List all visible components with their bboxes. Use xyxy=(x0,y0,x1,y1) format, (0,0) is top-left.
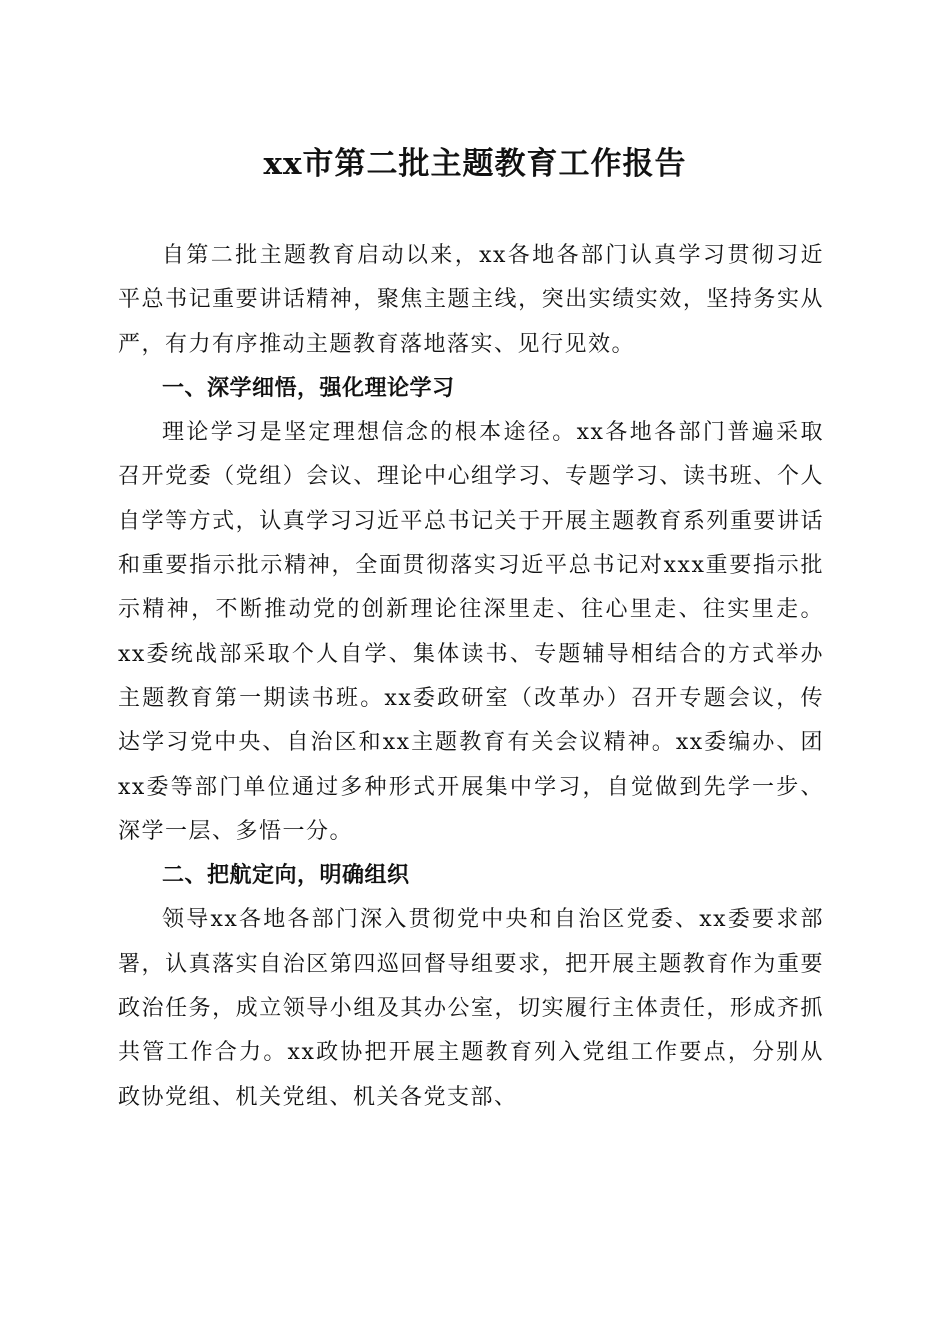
document-body xyxy=(118,234,824,1120)
section-paragraph-1: 理论学习是坚定理想信念的根本途径。xx各地各部门普遍采取召开党委（党组）会议、理论中心组学习、专题学习、读书班、个人自学等方式，认真学习习近平总书记关于开展主题教育系列重要讲话和重要指示批示精神，全面贯彻落实习近平总书记对xxx重要指示批示精神，不断推动党的创新理论往深里走、往心里走、往实里走。xx委统战部采取个人自学、集体读书、专题辅导相结合的方式举办主题教育第一期读书班。xx委政研室（改革办）召开专题会议，传达学习党中央、自治区和xx主题教育有关会议精神。xx委编办、团xx委等部门单位通过多种形式开展集中学习，自觉做到先学一步、深学一层、多悟一分。 xyxy=(118,420,824,844)
section-paragraph-2: 领导xx各地各部门深入贯彻党中央和自治区党委、xx委要求部署，认真落实自治区第四巡回督导组要求，把开展主题教育作为重要政治任务，成立领导小组及其办公室，切实履行主体责任，形成齐抓共管工作合力。xx政协把开展主题教育列入党组工作要点，分别从政协党组、机关党组、机关各党支部、 xyxy=(118,907,824,1110)
section-heading-2: 二、把航定向，明确组织 xyxy=(162,863,410,889)
document-title: xx市第二批主题教育工作报告 xyxy=(263,146,687,182)
section-heading-1: 一、深学细悟，强化理论学习 xyxy=(162,375,455,401)
intro-paragraph: 自第二批主题教育启动以来，xx各地各部门认真学习贯彻习近平总书记重要讲话精神，聚焦主题主线，突出实绩实效，坚持务实从严，有力有序推动主题教育落地落实、见行见效。 xyxy=(118,243,824,357)
